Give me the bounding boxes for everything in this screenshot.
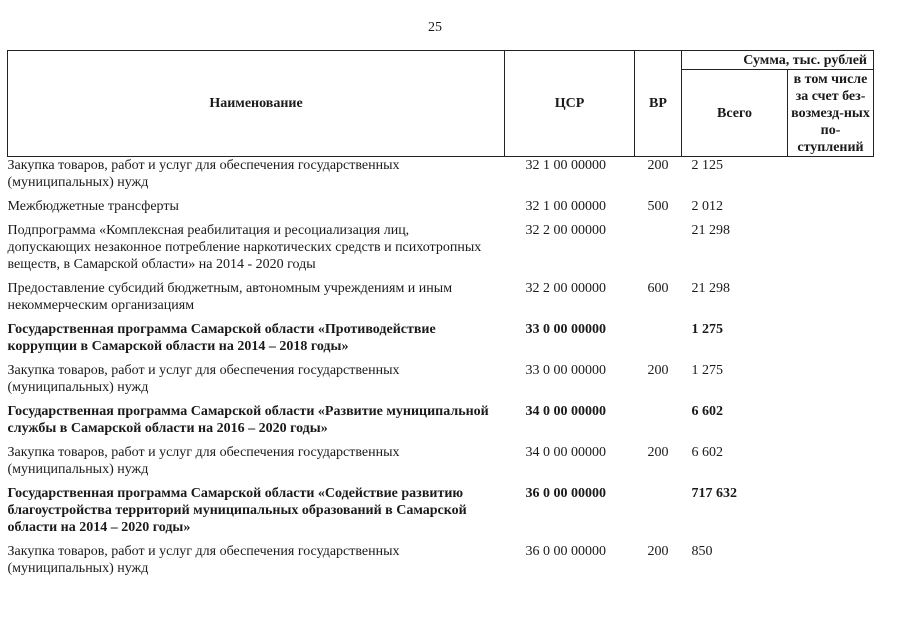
- budget-table: [7, 50, 874, 584]
- row-vr: 600: [647, 281, 669, 296]
- row-csr: 36 0 00 00000: [525, 486, 606, 501]
- row-vr: 200: [647, 158, 669, 173]
- row-name: Государственная программа Самарской области «Противодействие коррупции в Самарской области на 2014 – 2018 годы»: [7, 322, 436, 354]
- row-gratuitous: [788, 444, 874, 485]
- table-row: [8, 198, 874, 222]
- row-total: 2 125: [691, 158, 723, 173]
- header-vr: ВР: [635, 51, 682, 157]
- row-gratuitous: [788, 280, 874, 321]
- row-total: 6 602: [691, 445, 723, 460]
- row-csr: 32 2 00 00000: [525, 223, 606, 238]
- row-name: Государственная программа Самарской области «Содействие развитию благоустройства территорий муниципальных образований в Самарской области на 2014 – 2020 годы»: [7, 486, 467, 535]
- row-total: 1 275: [691, 322, 723, 337]
- row-vr: [635, 403, 682, 444]
- table-row: [8, 157, 874, 199]
- table-row: [8, 485, 874, 543]
- row-gratuitous: [788, 543, 874, 584]
- row-csr: 33 0 00 00000: [525, 363, 606, 378]
- row-total: 21 298: [691, 281, 730, 296]
- row-csr: 33 0 00 00000: [525, 322, 606, 337]
- table-row: [8, 403, 874, 444]
- header-csr: ЦСР: [505, 51, 635, 157]
- row-vr: 200: [647, 363, 669, 378]
- row-csr: 36 0 00 00000: [525, 544, 606, 559]
- header-total: Всего: [682, 70, 788, 157]
- header-sum-group: Сумма, тыс. рублей: [682, 51, 874, 70]
- row-gratuitous: [788, 157, 874, 199]
- row-csr: 32 1 00 00000: [525, 158, 606, 173]
- row-vr: 200: [647, 544, 669, 559]
- row-gratuitous: [788, 485, 874, 543]
- row-gratuitous: [788, 222, 874, 280]
- table-row: [8, 444, 874, 485]
- table-body: [8, 157, 874, 585]
- row-name: Государственная программа Самарской области «Развитие муниципальной службы в Самарской области на 2016 – 2020 годы»: [7, 404, 489, 436]
- header-gratuitous: в том числе за счет без-возмезд-ных по-ступлений: [788, 70, 874, 157]
- page-number: 25: [428, 20, 442, 35]
- table-row: [8, 280, 874, 321]
- row-vr: 500: [647, 199, 669, 214]
- row-name: Закупка товаров, работ и услуг для обеспечения государственных (муниципальных) нужд: [7, 158, 400, 190]
- row-vr: [635, 222, 682, 280]
- row-vr: 200: [647, 445, 669, 460]
- row-gratuitous: [788, 198, 874, 222]
- header-name: Наименование: [8, 51, 505, 157]
- row-total: 2 012: [691, 199, 723, 214]
- row-name: Подпрограмма «Комплексная реабилитация и ресоциализация лиц, допускающих незаконное потребление наркотических средств и психотропных веществ, в Самарской области» на 2014 - 2020 годы: [7, 223, 482, 272]
- table-header: [8, 51, 874, 157]
- row-name: Предоставление субсидий бюджетным, автономным учреждениям и иным некоммерческим организациям: [7, 281, 453, 313]
- row-gratuitous: [788, 362, 874, 403]
- row-total: 850: [691, 544, 713, 559]
- row-csr: 32 2 00 00000: [525, 281, 606, 296]
- row-vr: [635, 485, 682, 543]
- table-row: [8, 543, 874, 584]
- row-name: Закупка товаров, работ и услуг для обеспечения государственных (муниципальных) нужд: [7, 363, 400, 395]
- row-name: Закупка товаров, работ и услуг для обеспечения государственных (муниципальных) нужд: [7, 445, 400, 477]
- row-total: 6 602: [691, 404, 723, 419]
- row-gratuitous: [788, 321, 874, 362]
- row-csr: 34 0 00 00000: [525, 445, 606, 460]
- row-total: 717 632: [691, 486, 737, 501]
- row-total: 21 298: [691, 223, 730, 238]
- row-csr: 32 1 00 00000: [525, 199, 606, 214]
- table-row: [8, 222, 874, 280]
- row-total: 1 275: [691, 363, 723, 378]
- table-row: [8, 321, 874, 362]
- row-gratuitous: [788, 403, 874, 444]
- table-row: [8, 362, 874, 403]
- row-vr: [635, 321, 682, 362]
- row-name: Закупка товаров, работ и услуг для обеспечения государственных (муниципальных) нужд: [7, 544, 400, 576]
- row-name: Межбюджетные трансферты: [7, 199, 179, 214]
- row-csr: 34 0 00 00000: [525, 404, 606, 419]
